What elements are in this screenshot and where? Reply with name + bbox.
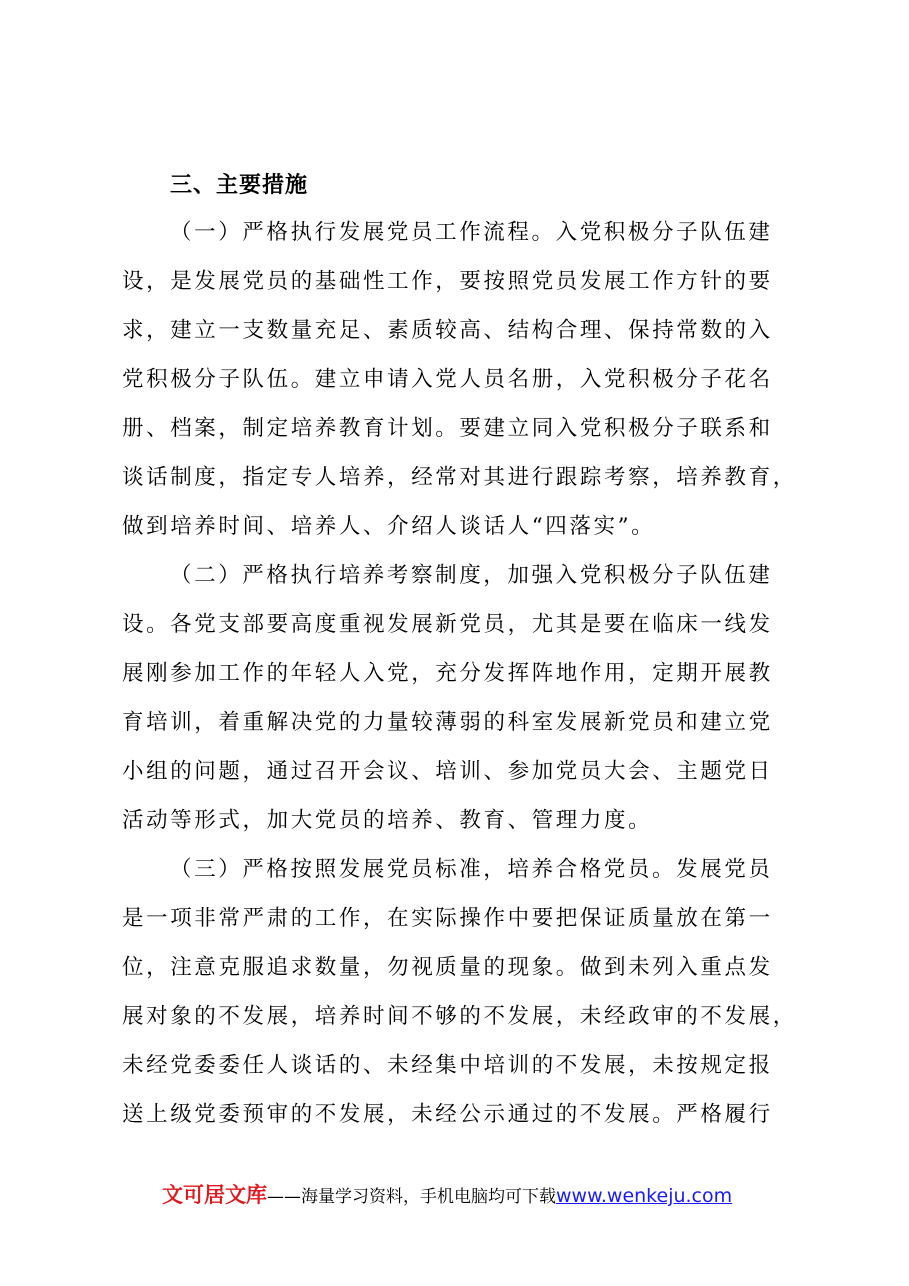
paragraph-2-line-3: 展刚参加工作的年轻人入党，充分发挥阵地作用，定期开展教 <box>122 661 773 686</box>
footer-url-link[interactable]: www.wenkeju.com <box>556 1185 733 1207</box>
paragraph-2-line-2: 设。各党支部要高度重视发展新党员，尤其是要在临床一线发 <box>122 612 773 637</box>
paragraph-3-line-6: 送上级党委预审的不发展，未经公示通过的不发展。严格履行 <box>122 1102 773 1127</box>
paragraph-1-line-6: 谈话制度，指定专人培养，经常对其进行跟踪考察，培养教育， <box>122 465 797 490</box>
paragraph-1-line-1: （一）严格执行发展党员工作流程。入党积极分子队伍建 <box>170 220 773 245</box>
paragraph-3-line-1: （三）严格按照发展党员标准，培养合格党员。发展党员 <box>170 857 773 882</box>
footer-slogan: ——海量学习资料，手机电脑均可下载 <box>267 1187 556 1207</box>
paragraph-1-line-5: 册、档案，制定培养教育计划。要建立同入党积极分子联系和 <box>122 416 773 441</box>
paragraph-2-line-6: 活动等形式，加大党员的培养、教育、管理力度。 <box>122 808 653 833</box>
paragraph-1-line-3: 求，建立一支数量充足、素质较高、结构合理、保持常数的入 <box>122 318 773 343</box>
paragraph-1-line-4: 党积极分子队伍。建立申请入党人员名册，入党积极分子花名 <box>122 367 773 392</box>
footer-brand: 文可居文库 <box>162 1183 267 1207</box>
paragraph-3-line-4: 展对象的不发展，培养时间不够的不发展，未经政审的不发展， <box>122 1004 797 1029</box>
paragraph-2-line-4: 育培训，着重解决党的力量较薄弱的科室发展新党员和建立党 <box>122 710 773 735</box>
paragraph-3-line-2: 是一项非常严肃的工作，在实际操作中要把保证质量放在第一 <box>122 906 773 931</box>
section-heading: 三、主要措施 <box>170 173 309 198</box>
paragraph-3-line-5: 未经党委委任人谈话的、未经集中培训的不发展，未按规定报 <box>122 1053 773 1078</box>
footer-banner <box>162 1180 732 1212</box>
paragraph-1-line-2: 设，是发展党员的基础性工作，要按照党员发展工作方针的要 <box>122 269 773 294</box>
paragraph-2-line-5: 小组的问题，通过召开会议、培训、参加党员大会、主题党日 <box>122 759 773 784</box>
paragraph-1-line-7: 做到培养时间、培养人、介绍人谈话人“四落实”。 <box>122 514 656 539</box>
paragraph-2-line-1: （二）严格执行培养考察制度，加强入党积极分子队伍建 <box>170 563 773 588</box>
paragraph-3-line-3: 位，注意克服追求数量，勿视质量的现象。做到未列入重点发 <box>122 955 773 980</box>
